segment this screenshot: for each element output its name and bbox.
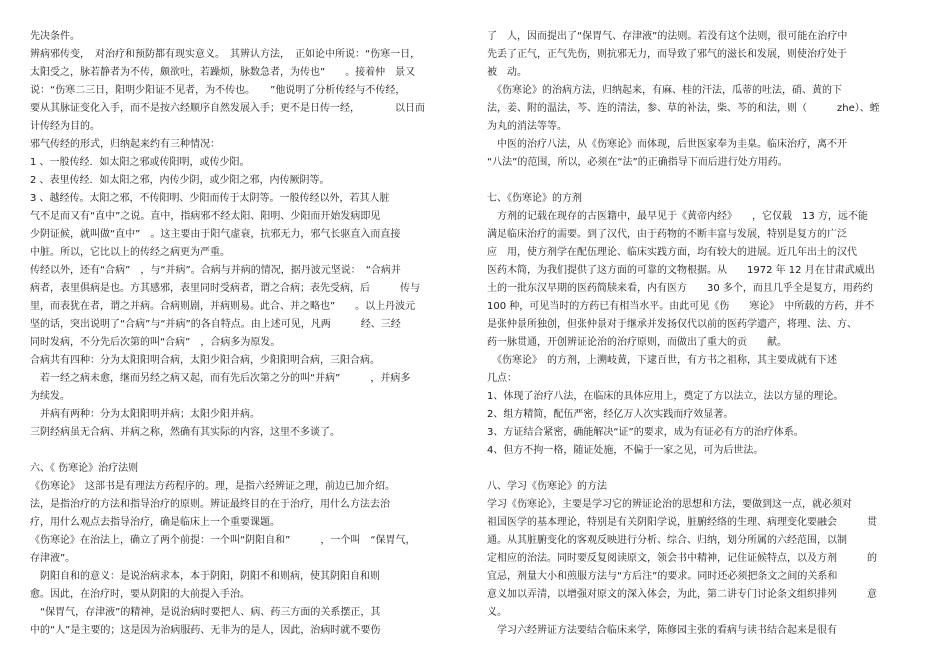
paragraph-line: 计传经为目的。 <box>30 121 100 132</box>
list-item: 1、体现了治疗八法，在临床的具体应用上，奠定了方以法立，法以方显的理论。 <box>487 391 844 402</box>
paragraph-line: 愈。因此，在治疗时，要从阴阳的大前提入手治。 <box>30 589 250 600</box>
paragraph-line: 三阴经病虽无合病、并病之称，然确有其实际的内容，这里不多谈了。 <box>30 427 340 438</box>
paragraph-line: 几点： <box>487 373 517 384</box>
paragraph-line: 《伤寒论》 这部书是有理法方药程序的。理，是指六经辨证之理，前边已加介绍。 <box>30 481 395 492</box>
paragraph-line: “八法”的范围，所以，必须在“法”的正确指导下而后进行处方用药。 <box>487 157 788 168</box>
paragraph-line: 疗，用什么观点去指导治疗，确是临床上一个重要课题。 <box>30 517 280 528</box>
paragraph-line: 医药木简，为我们提供了这方面的可靠的文物根据。从 1972 年 12 月在甘肃武威出 <box>487 265 875 276</box>
paragraph-line: 方剂的记载在现存的古医籍中，最早见于《黄帝内经》 ，它仅载 13 方，远不能 <box>487 211 868 222</box>
paragraph-line: 通。从其脏腑变化的客观反映进行分析、综合、归纳，划分所属的六经范围，以制 <box>487 535 847 546</box>
paragraph-line: 祖国医学的基本理论，特别是有关阴阳学说，脏腑经络的生理、病理变化要融会 贯 <box>487 517 877 528</box>
paragraph-line: 100 种，可见当时的方药已有相当水平。由此可见《伤 寒论》 中所载的方药，并不 <box>487 301 875 312</box>
paragraph-line: 太阳受之，脉若静者为不传，颇欲吐，若躁烦，脉数急者，为传也” 。接着仲 景又 <box>30 67 416 78</box>
paragraph-line: 定相应的治法。同时要反复阅读原文，领会书中精神，记住证候特点，以及方剂 的 <box>487 553 877 564</box>
paragraph-line: 《伤寒论》 的方剂，上溯岐黄，下逮百世，有方书之祖称，其主要成就有下述 <box>487 355 837 366</box>
paragraph-line: 义。 <box>487 607 507 618</box>
paragraph-line: 先丢了正气，正气先伤，则抗邪无力，而导致了邪气的滋长和发展，则使治疗处于 <box>487 49 847 60</box>
list-item: 3、方证结合紧密，确能解决“证”的要求，成为有证必有方的治疗体系。 <box>487 427 804 438</box>
list-item: 4、但方不拘一格，随证处施，不偏于一家之见，可为后世法。 <box>487 445 764 456</box>
paragraph-line: 满足临床治疗的需要。到了汉代，由于药物的不断丰富与发展，特别是复方的广泛 <box>487 229 847 240</box>
paragraph-line: 法，姜、附的温法，芩、连的清法，参、草的补法，柴、芩的和法，则（ zhe）、蛭 <box>487 103 880 114</box>
paragraph-line: 了 人，因而提出了“保胃气、存津液”的法则。若没有这个法则，很可能在治疗中 <box>487 31 848 42</box>
paragraph-line: 阴阳自和的意义：是说治病求本，本于阴阳，阴阳不和则病，使其阴阳自和则 <box>30 571 380 582</box>
paragraph-line: 若一经之病未愈，继而另经之病又起，而有先后次第之分的叫“并病” ，并病多 <box>30 373 411 384</box>
paragraph-line: 传经以外，还有“合病” ，与“并病”。合病与并病的情况，据丹波元坚说： “合病并 <box>30 265 401 276</box>
list-item: 1 、一般传经．如太阳之邪或传阳明，或传少阳。 <box>30 157 250 168</box>
paragraph-line: 说：“伤寒二三日，阳明少阳证不见者，为不传也。 ”他说明了分析传经与不传经， <box>30 85 406 96</box>
paragraph-line: 为续发。 <box>30 391 70 402</box>
paragraph-line: 意义加以弄清，以增强对原文的深入体会，为此，第二讲专门讨论条文组织排列 意 <box>487 589 877 600</box>
paragraph-line: 要从其脉证变化入手，而不是按六经顺序自然发展入手；更不是日传一经， 以日而 <box>30 103 425 114</box>
paragraph-line: 先决条件。 <box>30 31 80 42</box>
paragraph-line: 同时发病，不分先后次第的叫“合病” ，合病多为原发。 <box>30 337 281 348</box>
right-column <box>487 28 925 640</box>
paragraph-line: 邪气传经的形式，归纳起来约有三种情况： <box>30 139 220 150</box>
paragraph-line: 《伤寒论》在治法上，确立了两个前提：一个叫“阴阳自和” ，一个叫 “保胃气， <box>30 535 416 546</box>
paragraph-line: 少阴证候，就叫做“直中” 。这主要由于阳气虚衰，抗邪无力，邪气长驱直入而直接 <box>30 229 401 240</box>
list-item: 2、组方精简，配伍严密，经亿万人次实践而疗效显著。 <box>487 409 734 420</box>
paragraph-line: 中脏。所以，它比以上的传经之病更为严重。 <box>30 247 230 258</box>
section-heading-7: 七、《伤寒论》的方剂 <box>487 193 582 204</box>
paragraph-line: 被 动。 <box>487 67 527 78</box>
paragraph-line: 法，是指治疗的方法和指导治疗的原则。辨证最终目的在于治疗，用什么方法去治 <box>30 499 390 510</box>
section-heading-6: 六、《 伤寒论》治疗法则 <box>30 463 139 474</box>
paragraph-line: 应 用，使方剂学在配伍理论、临床实践方面，均有较大的进展。近几年出土的汉代 <box>487 247 857 258</box>
paragraph-line: 坚的话，突出说明了“合病”与“并病”的各自特点。由上述可见，凡两 经、三经 <box>30 319 401 330</box>
paragraph-line: 里，而表犹在者，谓之并病。合病则剧，并病则易。此合、并之略也” 。以上丹波元 <box>30 301 416 312</box>
paragraph-line: 学习《伤寒论》，主要是学习它的辨证论治的思想和方法，要做到这一点，就必须对 <box>487 499 852 510</box>
paragraph-line: 土的一批东汉早期的医药简牍来看，内有医方 30 多个，而且几乎全是复方，用药约 <box>487 283 873 294</box>
list-item: 3 、越经传。太阳之邪，不传阳明、少阳而传于太阴等。一般传经以外，若其人脏 <box>30 193 390 204</box>
paragraph-line: 病者，表里俱病是也。方其感邪，表里同时受病者，谓之合病；表先受病，后 传与 <box>30 283 420 294</box>
list-item: 2 、表里传经．如太阳之邪，内传少阴，或少阳之邪，内传厥阴等。 <box>30 175 330 186</box>
section-heading-8: 八、学习《伤寒论》的方法 <box>487 481 607 492</box>
paragraph-line: 《伤寒论》的治病方法，归纳起来，有麻、桂的汗法，瓜蒂的吐法，硝、黄的下 <box>487 85 842 96</box>
paragraph-line: 宜忌，剂量大小和煎服方法与“方后注”的要求。同时还必须把条文之间的关系和 <box>487 571 838 582</box>
paragraph-line: 为丸的消法等等。 <box>487 121 567 132</box>
paragraph-line: 合病共有四种：分为太阳阳明合病，太阳少阳合病，少阳阳明合病，三阳合病。 <box>30 355 380 366</box>
left-column <box>30 28 470 640</box>
paragraph-line: 存津液”。 <box>30 553 76 564</box>
paragraph-line: 中的“人”是主要的；这是因为治病服药、无非为的是人，因此，治病时就不要伤 <box>30 625 381 636</box>
paragraph-line: 学习六经辨证方法要结合临床来学，陈修园主张的看病与读书结合起来是很有 <box>487 625 837 636</box>
paragraph-line: “保胃气，存津液”的精神，是说治病时要把人、病、药三方面的关系摆正，其 <box>30 607 381 618</box>
paragraph-line: 并病有两种：分为太阳阳明并病；太阳少阳并病。 <box>30 409 260 420</box>
paragraph-line: 气不足而又有“直中”之说。直中，指病邪不经太阳、阳明、少阳而开始发病即见 <box>30 211 381 222</box>
paragraph-line: 药一脉贯通，开创辨证论治的治疗原则，而做出了重大的贡 献。 <box>487 337 787 348</box>
paragraph-line: 辨病邪传变， 对治疗和预防都有现实意义。 其辨认方法， 正如论中所说：“伤寒一日， <box>30 49 421 60</box>
paragraph-line: 中医的治疗八法，从《伤寒论》而体现，后世医家奉为圭臬。临床治疗，离不开 <box>487 139 847 150</box>
paragraph-line: 是张仲景所独创，但张仲景对于继承并发扬仅代以前的医药学遗产，将理、法、方、 <box>487 319 857 330</box>
